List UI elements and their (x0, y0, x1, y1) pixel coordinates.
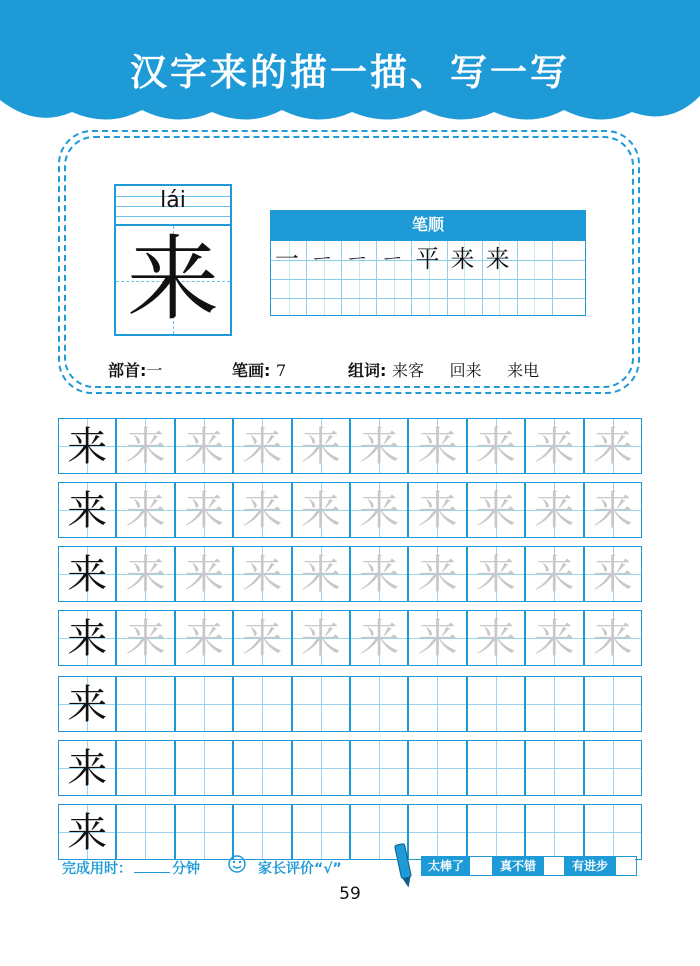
practice-cell[interactable] (292, 676, 350, 732)
practice-cell[interactable] (175, 418, 233, 474)
trace-character: 来 (242, 552, 283, 598)
practice-cell[interactable] (350, 546, 408, 602)
stroke-count-label: 笔画: (232, 361, 271, 380)
stroke-step: 一 (275, 245, 299, 273)
practice-cell[interactable] (233, 482, 291, 538)
stroke-count-info (232, 358, 286, 381)
practice-row (58, 418, 642, 474)
time-label: 完成用时： (62, 861, 132, 877)
practice-cell[interactable] (233, 418, 291, 474)
radical-label: 部首: (108, 361, 147, 380)
practice-cell[interactable] (408, 418, 466, 474)
model-character: 来 (67, 424, 108, 470)
rating-bar (421, 856, 637, 876)
practice-cell[interactable] (116, 482, 174, 538)
stroke-step: ㄧ (345, 245, 370, 273)
practice-row (58, 482, 642, 538)
trace-character: 来 (125, 488, 166, 534)
practice-row (58, 676, 642, 732)
practice-cell[interactable] (175, 676, 233, 732)
practice-cell[interactable] (525, 418, 583, 474)
practice-cell[interactable] (584, 482, 642, 538)
trace-character: 来 (592, 488, 633, 534)
word-3: 来电 (507, 361, 540, 380)
practice-cell[interactable] (175, 546, 233, 602)
trace-character: 来 (300, 424, 341, 470)
practice-cell[interactable] (467, 676, 525, 732)
rating-good-label: 真不错 (492, 857, 544, 875)
main-character-box (114, 224, 232, 336)
rating-good-checkbox[interactable] (544, 857, 564, 875)
words-info (348, 358, 539, 381)
practice-cell[interactable] (58, 418, 116, 474)
practice-cell[interactable] (58, 482, 116, 538)
page-title: 汉字来的描一描、写一写 (130, 51, 570, 94)
pinyin-text: lái (160, 188, 186, 213)
pencil-icon (394, 842, 414, 890)
model-character: 来 (67, 682, 108, 728)
trace-character: 来 (534, 616, 575, 662)
practice-cell[interactable] (525, 740, 583, 796)
practice-row (58, 610, 642, 666)
trace-character: 来 (125, 424, 166, 470)
practice-row (58, 740, 642, 796)
rating-progress-checkbox[interactable] (616, 857, 635, 875)
trace-character: 来 (592, 424, 633, 470)
stroke-step: ㄧ (310, 245, 335, 273)
practice-cell[interactable] (175, 482, 233, 538)
word-2: 回来 (449, 361, 482, 380)
practice-cell[interactable] (408, 610, 466, 666)
practice-cell[interactable] (175, 804, 233, 860)
trace-character: 来 (183, 424, 224, 470)
practice-cell[interactable] (58, 610, 116, 666)
practice-cell[interactable] (292, 418, 350, 474)
practice-cell[interactable] (525, 804, 583, 860)
radical-value: 一 (146, 361, 163, 380)
trace-character: 来 (242, 616, 283, 662)
practice-cell[interactable] (233, 676, 291, 732)
practice-cell[interactable] (116, 610, 174, 666)
trace-character: 来 (417, 488, 458, 534)
practice-cell[interactable] (350, 610, 408, 666)
practice-cell[interactable] (350, 740, 408, 796)
model-character: 来 (67, 746, 108, 792)
words-label: 组词: (348, 361, 387, 380)
trace-character: 来 (534, 424, 575, 470)
trace-character: 来 (417, 552, 458, 598)
practice-cell[interactable] (467, 482, 525, 538)
practice-cell[interactable] (525, 482, 583, 538)
practice-cell[interactable] (58, 740, 116, 796)
practice-cell[interactable] (525, 546, 583, 602)
rating-great-checkbox[interactable] (470, 857, 492, 875)
trace-character: 来 (475, 616, 516, 662)
time-blank[interactable] (134, 872, 170, 873)
practice-cell[interactable] (408, 740, 466, 796)
practice-cell[interactable] (233, 804, 291, 860)
practice-cell[interactable] (467, 740, 525, 796)
practice-cell[interactable] (584, 740, 642, 796)
practice-cell[interactable] (233, 610, 291, 666)
trace-character: 来 (359, 552, 400, 598)
trace-character: 来 (534, 488, 575, 534)
practice-cell[interactable] (116, 740, 174, 796)
practice-cell[interactable] (408, 804, 466, 860)
practice-cell[interactable] (292, 740, 350, 796)
trace-character: 来 (242, 488, 283, 534)
trace-character: 来 (125, 552, 166, 598)
rating-great-label: 太棒了 (422, 857, 470, 875)
word-1: 来客 (391, 361, 424, 380)
stroke-step: 来 (450, 245, 475, 273)
practice-cell[interactable] (408, 676, 466, 732)
practice-cell[interactable] (525, 676, 583, 732)
practice-cell[interactable] (584, 610, 642, 666)
practice-cell[interactable] (58, 804, 116, 860)
practice-cell[interactable] (408, 546, 466, 602)
stroke-count-value: 7 (275, 361, 287, 380)
practice-cell[interactable] (58, 546, 116, 602)
trace-character: 来 (359, 616, 400, 662)
trace-character: 来 (417, 424, 458, 470)
practice-cell[interactable] (408, 482, 466, 538)
practice-cell[interactable] (58, 676, 116, 732)
trace-character: 来 (359, 488, 400, 534)
trace-character: 来 (592, 552, 633, 598)
stroke-step: ㄧ (380, 245, 405, 273)
trace-character: 来 (417, 616, 458, 662)
practice-cell[interactable] (116, 546, 174, 602)
practice-cell[interactable] (350, 482, 408, 538)
trace-character: 来 (183, 488, 224, 534)
practice-cell[interactable] (584, 418, 642, 474)
stroke-step: 来 (485, 245, 510, 273)
stroke-step: 平 (415, 245, 440, 273)
stroke-order-title: 笔顺 (270, 210, 586, 240)
trace-character: 来 (242, 424, 283, 470)
practice-cell[interactable] (116, 418, 174, 474)
model-character: 来 (67, 616, 108, 662)
practice-cell[interactable] (350, 418, 408, 474)
page-number: 59 (339, 884, 361, 904)
trace-character: 来 (534, 552, 575, 598)
practice-cell[interactable] (116, 676, 174, 732)
practice-cell[interactable] (292, 804, 350, 860)
practice-cell[interactable] (525, 610, 583, 666)
time-unit: 分钟 (172, 861, 200, 877)
stroke-order-panel (270, 210, 586, 316)
practice-cell[interactable] (350, 676, 408, 732)
model-character: 来 (67, 552, 108, 598)
parent-evaluation-label: 家长评价“√” (258, 861, 342, 877)
practice-cell[interactable] (175, 740, 233, 796)
practice-cell[interactable] (233, 546, 291, 602)
practice-cell[interactable] (467, 546, 525, 602)
main-character: 来 (126, 226, 219, 333)
pinyin-box (114, 184, 232, 224)
trace-character: 来 (475, 488, 516, 534)
practice-cell[interactable] (175, 610, 233, 666)
practice-cell[interactable] (467, 610, 525, 666)
practice-cell[interactable] (584, 546, 642, 602)
trace-character: 来 (592, 616, 633, 662)
practice-cell[interactable] (292, 610, 350, 666)
practice-cell[interactable] (584, 676, 642, 732)
practice-cell[interactable] (292, 546, 350, 602)
radical-info (108, 358, 162, 381)
practice-row (58, 546, 642, 602)
trace-character: 来 (300, 616, 341, 662)
trace-character: 来 (300, 552, 341, 598)
practice-cell[interactable] (467, 804, 525, 860)
trace-character: 来 (359, 424, 400, 470)
smiley-icon (228, 855, 246, 873)
trace-character: 来 (183, 552, 224, 598)
trace-character: 来 (183, 616, 224, 662)
practice-cell[interactable] (233, 740, 291, 796)
practice-row (58, 804, 642, 860)
practice-cell[interactable] (292, 482, 350, 538)
rating-progress-label: 有进步 (564, 857, 616, 875)
model-character: 来 (67, 488, 108, 534)
model-character: 来 (67, 810, 108, 856)
practice-cell[interactable] (584, 804, 642, 860)
trace-character: 来 (300, 488, 341, 534)
completion-time (62, 858, 200, 878)
trace-character: 来 (475, 424, 516, 470)
practice-cell[interactable] (467, 418, 525, 474)
trace-character: 来 (475, 552, 516, 598)
practice-cell[interactable] (116, 804, 174, 860)
trace-character: 来 (125, 616, 166, 662)
